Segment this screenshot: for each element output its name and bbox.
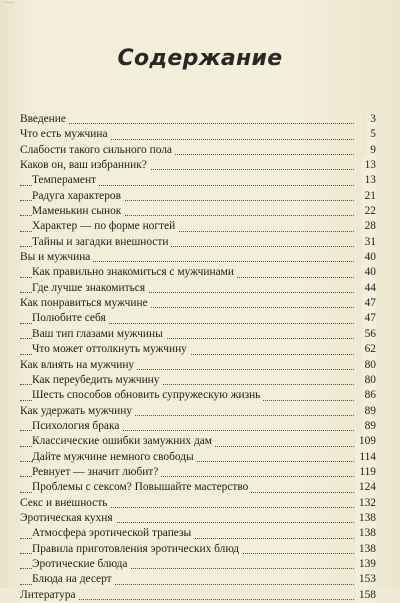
- toc-entry: [20, 480, 376, 495]
- toc-entry-label: Радуга характеров: [32, 189, 124, 204]
- toc-entry-label: Как понравиться мужчине: [20, 296, 151, 311]
- toc-entry: [20, 189, 376, 204]
- toc-entry-label: Блюда на десерт: [32, 572, 115, 587]
- toc-entry: [20, 419, 376, 434]
- toc-entry-page: 3: [367, 112, 376, 127]
- toc-entry-page: 158: [356, 588, 376, 603]
- toc-entry: [20, 173, 376, 188]
- toc-entry-label: Секс и внешность: [20, 496, 111, 511]
- toc-entry-page: 40: [362, 265, 376, 280]
- toc-entry-page: 56: [362, 327, 376, 342]
- toc-entry-page: 89: [362, 419, 376, 434]
- toc-entry-page: 22: [362, 204, 376, 219]
- toc-entry-label: Тайны и загадки внешности: [32, 235, 171, 250]
- toc-entry-label: Эротическая кухня: [20, 511, 116, 526]
- toc-entry: [20, 434, 376, 449]
- page-title: Содержание: [117, 46, 283, 71]
- toc-entry-page: 138: [356, 526, 376, 541]
- toc-entry-label: Психология брака: [32, 419, 122, 434]
- toc-entry: [20, 388, 376, 403]
- toc-entry: [20, 296, 376, 311]
- toc-entry: [20, 588, 376, 603]
- toc-entry-page: 138: [356, 511, 376, 526]
- dot-leader: [20, 123, 354, 124]
- toc-entry-label: Где лучше знакомиться: [32, 281, 148, 296]
- toc-entry: [20, 542, 376, 557]
- toc-entry: [20, 557, 376, 572]
- toc-entry-page: 40: [362, 250, 376, 265]
- toc-entry-page: 47: [362, 296, 376, 311]
- toc-entry-label: Дайте мужчине немного свободы: [32, 450, 197, 465]
- toc-entry-label: Маменькин сынок: [32, 204, 124, 219]
- toc-entry-page: 86: [362, 388, 376, 403]
- toc-entry-label: Шесть способов обновить супружескую жизнь: [32, 388, 263, 403]
- toc-entry: [20, 342, 376, 357]
- toc-entry-page: 31: [362, 235, 376, 250]
- toc-entry-page: 44: [362, 281, 376, 296]
- toc-entry-page: 119: [356, 465, 376, 480]
- toc-entry-label: Вы и мужчина: [20, 250, 93, 265]
- toc-entry: [20, 526, 376, 541]
- toc-entry-page: 153: [356, 572, 376, 587]
- toc-entry-label: Как правильно знакомиться с мужчинами: [32, 265, 237, 280]
- toc-entry: [20, 327, 376, 342]
- page-corner-mark: [4, 2, 14, 9]
- toc-entry-label: Проблемы с сексом? Повышайте мастерство: [32, 480, 251, 495]
- toc-entry-label: Атмосфера эротической трапезы: [32, 526, 194, 541]
- toc-entry-label: Как удержать мужчину: [20, 404, 135, 419]
- toc-entry-page: 9: [367, 143, 376, 158]
- toc-entry-page: 114: [356, 450, 376, 465]
- toc-entry-label: Литература: [20, 588, 79, 603]
- toc-entry-label: Слабости такого сильного пола: [20, 143, 175, 158]
- toc-entry: [20, 572, 376, 587]
- toc-entry-page: 138: [356, 542, 376, 557]
- toc-entry-page: 13: [362, 173, 376, 188]
- toc-entry-page: 89: [362, 404, 376, 419]
- table-of-contents: [20, 112, 376, 603]
- toc-entry-label: Правила приготовления эротических блюд: [32, 542, 242, 557]
- toc-entry: [20, 112, 376, 127]
- toc-entry: [20, 511, 376, 526]
- toc-entry-page: 80: [362, 358, 376, 373]
- toc-entry-label: Темперамент: [32, 173, 99, 188]
- toc-entry-page: 28: [362, 219, 376, 234]
- toc-entry-page: 109: [356, 434, 376, 449]
- toc-entry: [20, 219, 376, 234]
- toc-entry-label: Введение: [20, 112, 69, 127]
- toc-entry: [20, 250, 376, 265]
- toc-entry-label: Полюбите себя: [32, 311, 109, 326]
- toc-entry: [20, 311, 376, 326]
- toc-entry-label: Каков он, ваш избранник?: [20, 158, 150, 173]
- toc-entry-label: Что есть мужчина: [20, 127, 111, 142]
- toc-entry: [20, 204, 376, 219]
- toc-entry-page: 80: [362, 373, 376, 388]
- toc-entry: [20, 465, 376, 480]
- toc-entry-page: 124: [356, 480, 376, 495]
- toc-entry-label: Как влиять на мужчину: [20, 358, 137, 373]
- toc-entry: [20, 265, 376, 280]
- toc-entry-label: Характер — по форме ногтей: [32, 219, 178, 234]
- toc-entry: [20, 358, 376, 373]
- toc-entry-page: 132: [356, 496, 376, 511]
- toc-entry-page: 21: [362, 189, 376, 204]
- toc-entry: [20, 143, 376, 158]
- toc-entry: [20, 373, 376, 388]
- toc-entry-page: 47: [362, 311, 376, 326]
- toc-entry-page: 13: [362, 158, 376, 173]
- toc-entry-page: 5: [367, 127, 376, 142]
- toc-entry-label: Эротические блюда: [32, 557, 130, 572]
- toc-entry: [20, 496, 376, 511]
- toc-entry: [20, 404, 376, 419]
- toc-entry: [20, 158, 376, 173]
- toc-entry: [20, 450, 376, 465]
- toc-entry-label: Ваш тип глазами мужчины: [32, 327, 166, 342]
- toc-entry: [20, 127, 376, 142]
- toc-entry-label: Что может оттолкнуть мужчину: [32, 342, 190, 357]
- toc-entry: [20, 281, 376, 296]
- toc-entry-page: 62: [362, 342, 376, 357]
- toc-entry-label: Классические ошибки замужних дам: [32, 434, 215, 449]
- toc-entry: [20, 235, 376, 250]
- toc-entry-label: Как переубедить мужчину: [32, 373, 162, 388]
- toc-entry-page: 139: [356, 557, 376, 572]
- toc-entry-label: Ревнует — значит любит?: [32, 465, 161, 480]
